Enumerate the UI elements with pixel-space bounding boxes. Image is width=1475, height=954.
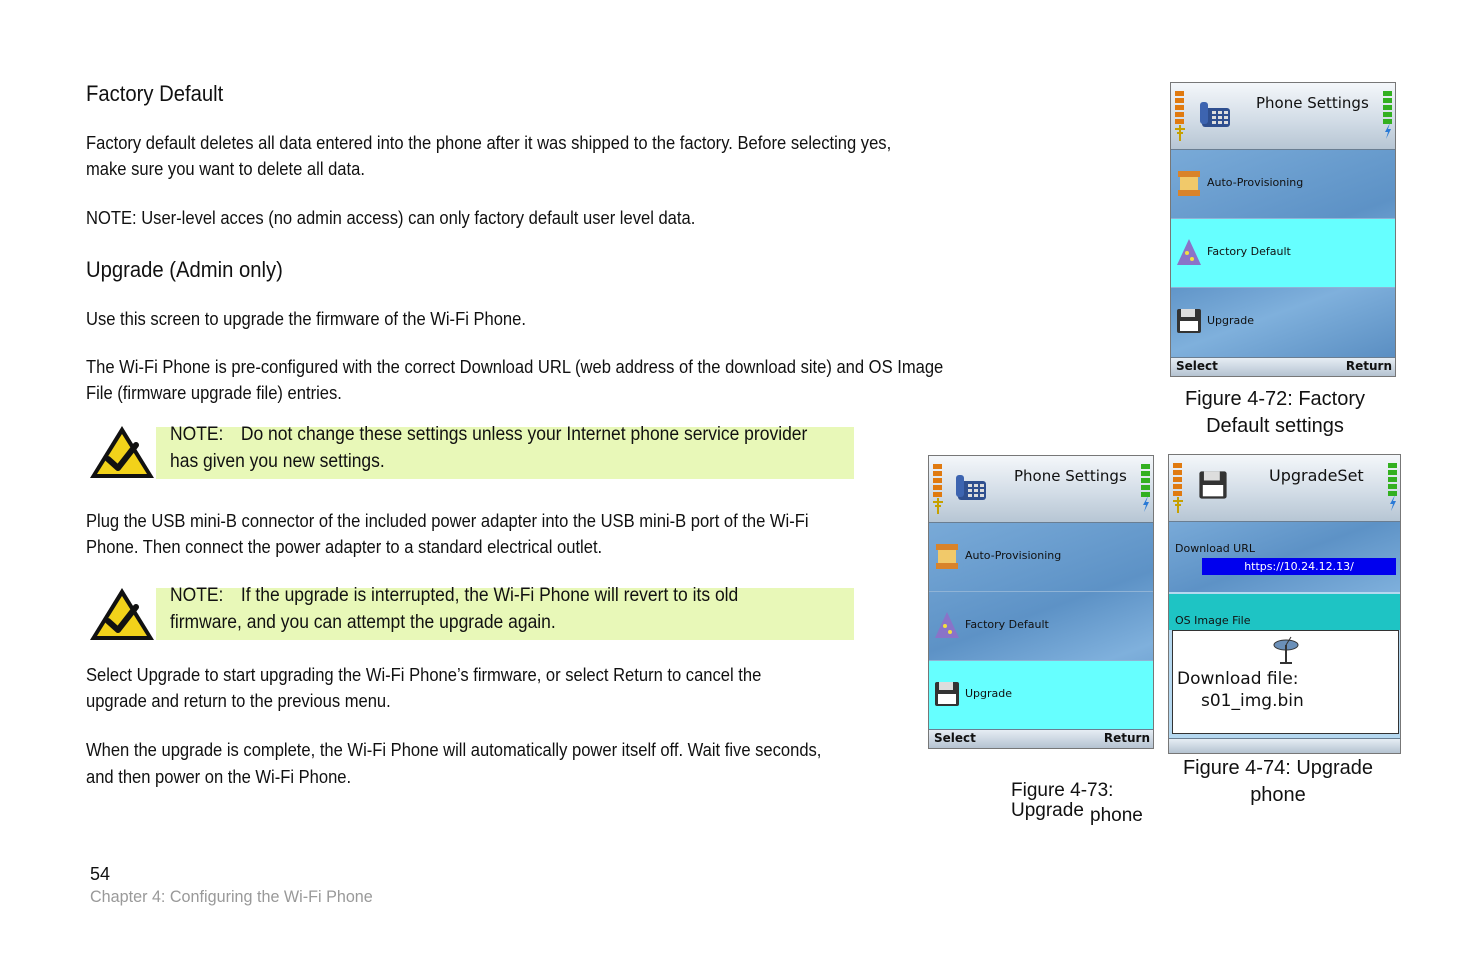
note-label: NOTE: [170,424,224,445]
satellite-dish-icon [1271,635,1301,665]
complete-para-line2: and then power on the Wi-Fi Phone. [86,767,352,787]
usb-para-line1: Plug the USB mini-B connector of the included power adapter into the USB mini-B port of the Wi-Fi [86,511,809,531]
menu-item-label: Upgrade [965,687,1013,700]
wizard-hat-icon [933,610,961,640]
preconfig-para-line1: The Wi-Fi Phone is pre-configured with the correct Download URL (web address of the download site) and OS Image [86,357,944,377]
auto-provisioning-icon [933,541,961,571]
figure-72-caption-line1: Figure 4-72: Factory [1184,388,1366,410]
menu-item-auto-provisioning[interactable] [1171,150,1395,219]
figure-72-screenshot [1170,82,1396,377]
note-text-line2: has given you new settings. [170,451,385,472]
phone-icon [1199,99,1233,129]
figure-73-caption-line2b: phone [1090,805,1143,826]
return-softkey[interactable]: Return [1103,731,1150,745]
select-upgrade-para-line2: upgrade and return to the previous menu. [86,691,391,711]
note-box-settings [156,424,854,479]
menu-item-auto-provisioning[interactable] [929,523,1153,592]
select-upgrade-para-line1: Select Upgrade to start upgrading the Wi-Fi Phone’s firmware, or select Return to cancel the [86,665,762,685]
return-softkey[interactable]: Return [1345,359,1392,373]
download-dialog [1172,630,1399,734]
checkmark-note-icon [88,423,156,481]
menu-item-label: Upgrade [1207,314,1255,327]
factory-default-para-line1: Factory default deletes all data entered into the phone after it was shipped to the factory. Before selecting yes, [86,133,892,153]
complete-para-line1: When the upgrade is complete, the Wi-Fi Phone will automatically power itself off. Wait five seconds, [86,740,822,760]
menu-item-label: Factory Default [1207,245,1291,258]
phone-icon [955,472,989,502]
select-softkey[interactable]: Select [1176,359,1218,373]
checkmark-note-icon [88,585,156,643]
menu-item-label: Factory Default [965,618,1049,631]
menu-item-upgrade[interactable] [929,661,1153,730]
figure-74-caption-line1: Figure 4-74: Upgrade [1182,757,1374,779]
menu-item-factory-default[interactable] [929,592,1153,661]
download-url-input[interactable]: https://10.24.12.13/ [1202,558,1396,575]
note-label: NOTE: [170,585,224,606]
screen-title: Phone Settings [1014,467,1127,485]
upgrade-intro: Use this screen to upgrade the firmware of the Wi-Fi Phone. [86,309,526,329]
wizard-hat-icon [1175,237,1203,267]
antenna-icon [1174,125,1186,141]
lightning-icon [1389,495,1397,511]
download-url-row [1169,522,1400,592]
screen-title: Phone Settings [1256,94,1369,112]
select-softkey[interactable]: Select [934,731,976,745]
factory-default-para-line2: make sure you want to delete all data. [86,159,365,179]
floppy-disk-icon [933,679,961,709]
softkey-bar [1169,738,1400,753]
note-box-interrupt [156,585,854,640]
note-text-line1: If the upgrade is interrupted, the Wi-Fi Phone will revert to its old [240,585,739,606]
os-image-row[interactable] [1169,594,1400,630]
antenna-icon [1172,497,1184,513]
note-text-line1: Do not change these settings unless your Internet phone service provider [240,424,808,445]
figure-74-screenshot [1168,454,1401,754]
menu-item-factory-default[interactable] [1171,219,1395,288]
screen-title: UpgradeSet [1269,466,1364,485]
menu-item-label: Auto-Provisioning [1207,176,1304,189]
menu-item-upgrade[interactable] [1171,288,1395,356]
floppy-disk-icon [1197,468,1229,502]
figure-73-screenshot [928,455,1154,749]
menu-item-label: Auto-Provisioning [965,549,1062,562]
page-number: 54 [90,864,111,884]
figure-74-caption-line2: phone [1250,784,1306,806]
antenna-icon [932,498,944,514]
note-text-line2: firmware, and you can attempt the upgrade again. [170,612,556,633]
figure-73-caption-line1: Figure 4-73: [1011,780,1114,801]
preconfig-para-line2: File (firmware upgrade file) entries. [86,383,342,403]
figure-73-caption-line2a: Upgrade [1011,800,1084,821]
download-url-label: Download URL [1175,542,1255,555]
chapter-footer: Chapter 4: Configuring the Wi-Fi Phone [90,887,373,906]
lightning-icon [1142,496,1150,512]
download-file-label: Download file: [1177,669,1299,689]
user-level-note: NOTE: User-level acces (no admin access) can only factory default user level data. [86,208,696,228]
os-image-label: OS Image File [1175,614,1251,627]
download-file-name: s01_img.bin [1201,691,1304,711]
lightning-icon [1384,123,1392,139]
floppy-disk-icon [1175,306,1203,336]
figure-72-caption-line2: Default settings [1206,415,1344,437]
auto-provisioning-icon [1175,168,1203,198]
upgrade-heading: Upgrade (Admin only) [86,257,283,282]
usb-para-line2: Phone. Then connect the power adapter to a standard electrical outlet. [86,537,603,557]
factory-default-heading: Factory Default [86,81,224,106]
